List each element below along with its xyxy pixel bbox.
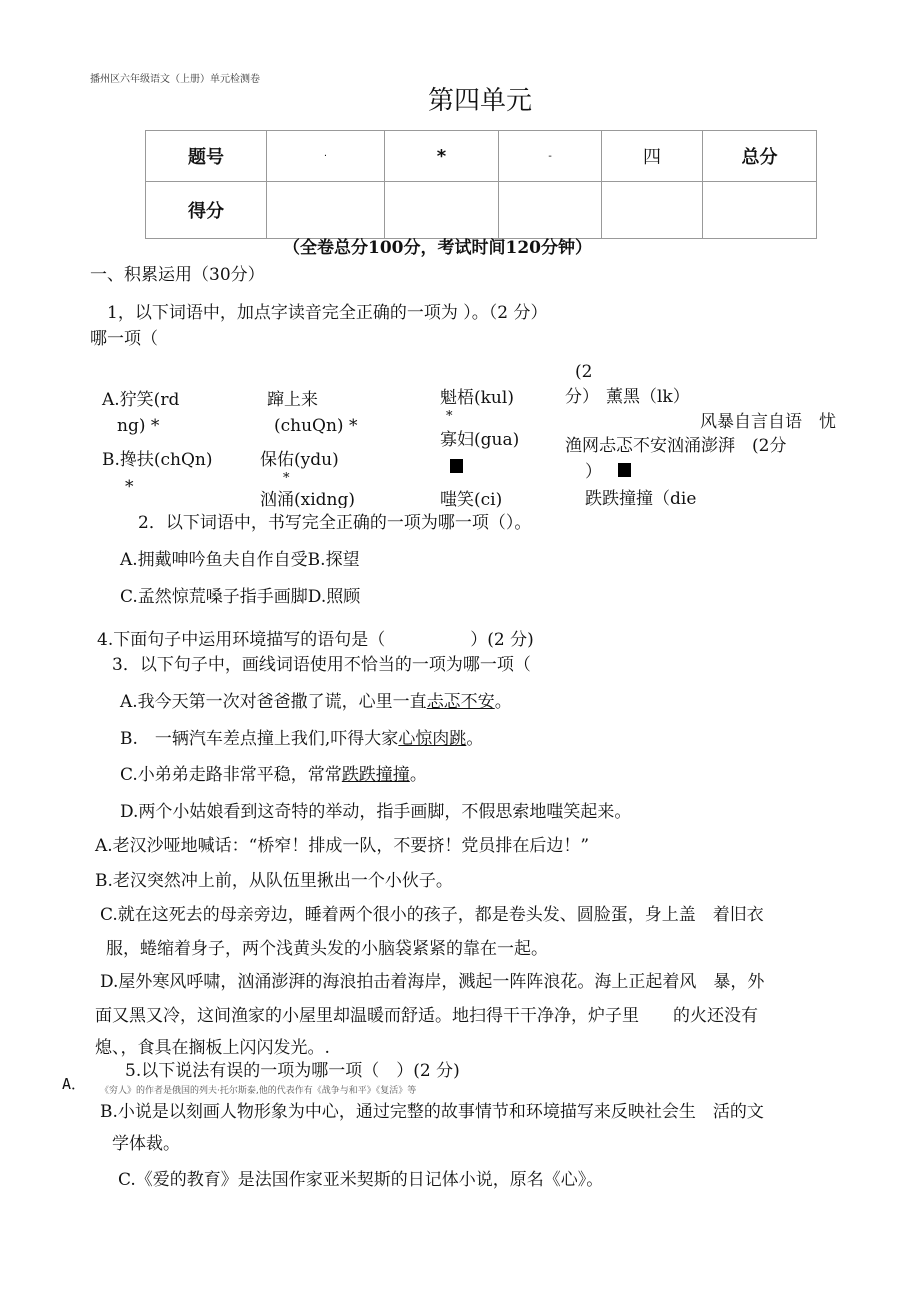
q3-option-a — [120, 692, 512, 712]
q3-option-d: D.两个小姑娘看到这奇特的举动，指手画脚，不假思索地嗤笑起来。 — [120, 802, 632, 822]
underlined-phrase: 心惊肉跳 — [398, 729, 467, 749]
q5-option-c: C.《爱的教育》是法国作家亚米契斯的日记体小说，原名《心》。 — [118, 1170, 604, 1190]
q1-option-text: A.狞笑(rd — [102, 390, 180, 410]
score-table — [145, 130, 817, 239]
question-3-stem: 3．以下句子中，画线词语使用不恰当的一项为哪一项（ — [112, 655, 531, 675]
score-table-cell: · — [267, 131, 385, 182]
q1-option-text: * — [125, 477, 134, 497]
page-title: 第四单元 — [428, 86, 533, 116]
q1-square-mark — [450, 458, 463, 478]
q5-option-b-cont: 学体裁。 — [112, 1134, 180, 1154]
score-field[interactable] — [602, 182, 703, 239]
q1-option-text: 薰黑（lk） — [606, 387, 690, 407]
q1-option-text: 保佑(ydu) — [260, 450, 339, 470]
question-2-stem: 2．以下词语中，书写完全正确的一项为哪一项（）。 — [138, 513, 532, 533]
question-5-stem: 5.以下说法有误的一项为哪一项（ ）(2 分) — [125, 1061, 460, 1081]
q4-option-a: A.老汉沙哑地喊话：“桥窄！排成一队，不要挤！党员排在后边！” — [95, 836, 590, 856]
q1-option-text: (2 — [575, 362, 593, 382]
q4-option-b: B.老汉突然冲上前，从队伍里揪出一个小伙子。 — [95, 871, 453, 891]
q1-option-text: ） — [585, 462, 602, 482]
q1-option-text: 魁梧(kul) — [440, 388, 514, 408]
q1-dot-mark: * — [446, 409, 453, 424]
q5-option-a-label: A． — [62, 1075, 87, 1093]
q1-option-text: (chuQn) * — [274, 416, 358, 436]
score-table-cell: 题号 — [146, 131, 267, 182]
q1-option-text: 蹿上来 — [267, 390, 318, 410]
section-heading: 一、积累运用（30分） — [90, 265, 265, 285]
score-field[interactable] — [499, 182, 602, 239]
q2-option: A.拥戴呻吟鱼夫自作自受B.探望 — [120, 550, 360, 570]
q4-option-c-cont: 服，蜷缩着身子，两个浅黄头发的小脑袋紧紧的靠在一起。 — [106, 939, 548, 959]
q3-option-c — [120, 765, 427, 785]
score-table-cell: * — [385, 131, 499, 182]
q4-option-c: C.就在这死去的母亲旁边，睡着两个很小的孩子，都是卷头发、圆脸蛋，身上盖 着旧衣 — [100, 905, 764, 925]
underlined-phrase: 忐忑不安 — [426, 692, 495, 712]
q3-text: C.小弟弟走路非常平稳，常常 — [120, 765, 342, 785]
question-1-stem-cont: 哪一项（ — [90, 329, 158, 349]
q1-dot-mark: * — [283, 471, 290, 486]
q5-option-b: B.小说是以刻画人物形象为中心，通过完整的故事情节和环境描写来反映社会生 活的文 — [100, 1102, 764, 1122]
q1-option-text: 分） — [565, 387, 599, 407]
underlined-phrase: 跌跌撞撞 — [341, 765, 410, 785]
score-table-cell: 得分 — [146, 182, 267, 239]
score-table-cell: 总分 — [703, 131, 817, 182]
document-header: 播州区六年级语文（上册）单元检测卷 — [90, 74, 260, 85]
q3-text: 。 — [466, 729, 484, 749]
q1-option-text: B.搀扶(chQn) — [102, 450, 213, 470]
q3-text: 。 — [494, 692, 512, 712]
q3-text: A.我今天第一次对爸爸撒了谎，心里一直 — [120, 692, 427, 712]
q1-square-mark — [618, 462, 631, 482]
q1-option-text: 嗤笑(ci) — [440, 490, 503, 508]
q1-option-text: 寡妇(gua) — [440, 430, 520, 450]
q4-option-d-cont: 面又黑又冷，这间渔家的小屋里却温暖而舒适。地扫得干干净净，炉子里 的火还没有 — [95, 1006, 758, 1026]
score-table-cell: - — [499, 131, 602, 182]
score-field[interactable] — [385, 182, 499, 239]
q3-text: B. 一辆汽车差点撞上我们,吓得大家 — [120, 729, 399, 749]
q1-option-text: 风暴自言自语 忧 — [700, 412, 836, 432]
q5-option-a: 《穷人》的作者是俄国的列夫·托尔斯泰,他的代表作有《战争与和平》《复活》等 — [100, 1086, 417, 1096]
q4-option-d: D.屋外寒风呼啸，汹涌澎湃的海浪拍击着海岸，溅起一阵阵浪花。海上正起着风 暴，外 — [100, 972, 765, 992]
q1-option-text: 跌跌撞撞（die — [585, 489, 697, 509]
q1-option-text: 渔网忐忑不安汹涌澎湃 (2分 — [565, 436, 787, 456]
score-table-cell: 四 — [602, 131, 703, 182]
question-1-stem: 1，以下词语中，加点字读音完全正确的一项为 ）。（2 分） — [107, 303, 548, 323]
q4-option-d-cont: 熄、，食具在搁板上闪闪发光。. — [95, 1038, 330, 1058]
question-4-stem: 4.下面句子中运用环境描写的语句是（ ）(2 分) — [97, 630, 534, 650]
q1-option-text: ng) * — [117, 416, 160, 436]
score-field[interactable] — [267, 182, 385, 239]
exam-note: （全卷总分100分，考试时间120分钟） — [283, 238, 592, 258]
q2-option: C.孟然惊荒嗓子指手画脚D.照顾 — [120, 587, 361, 607]
q3-option-b — [120, 729, 483, 749]
q1-option-text: 汹涌(xidng) — [260, 490, 356, 508]
q3-text: 。 — [409, 765, 427, 785]
score-field[interactable] — [703, 182, 817, 239]
